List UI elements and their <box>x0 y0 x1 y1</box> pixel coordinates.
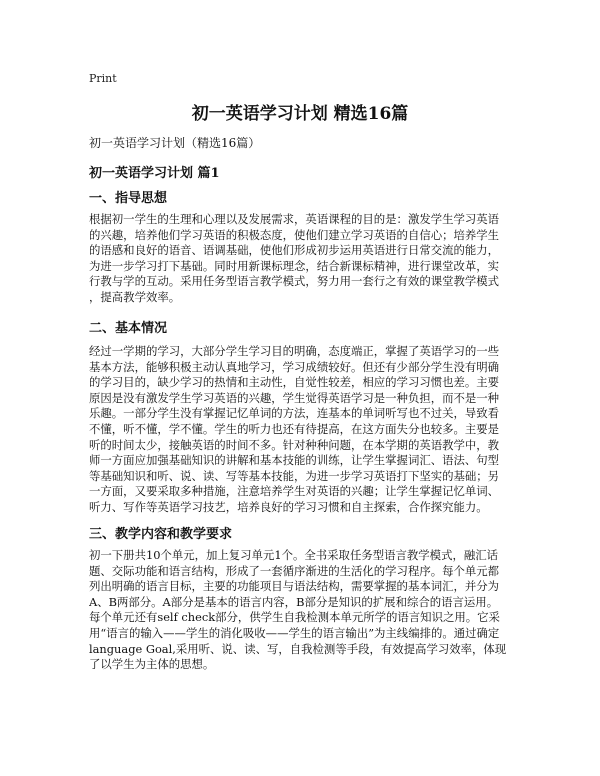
section-body-guiding-ideology <box>89 212 515 306</box>
text-line: 行教与学的互动。采用任务型语言教学模式，努力用一套行之有效的课堂教学模式 <box>89 274 500 289</box>
text-line: 了以学生为主体的思想。 <box>89 657 215 672</box>
text-line: 每个单元还有self check部分，供学生自我检测本单元所学的语言知识之用。它采 <box>89 610 500 625</box>
page-title: 初一英语学习计划 精选16篇 <box>191 104 409 124</box>
text-line: 列出明确的语言目标，主要的功能项目与语法结构，需要掌握的基本词汇，并分为 <box>89 579 500 594</box>
print-link[interactable]: Print <box>89 72 117 85</box>
section-body-basic-situation <box>89 344 515 516</box>
text-line: 的语感和良好的语音、语调基础，使他们形成初步运用英语进行日常交流的能力， <box>89 243 500 258</box>
section-heading-guiding-ideology: 一、指导思想 <box>89 191 168 206</box>
section-body-teaching-content <box>89 548 515 673</box>
section-heading-teaching-content: 三、教学内容和教学要求 <box>89 527 233 542</box>
text-line: 等基础知识和听、说、读、写等基本技能，为进一步学习英语打下坚实的基础；另 <box>89 468 500 483</box>
text-line: 的学习目的，缺少学习的热情和主动性，自觉性较差，相应的学习习惯也差。主要 <box>89 375 500 390</box>
text-line: 为进一步学习打下基础。同时用新课标理念，结合新课标精神，进行课堂改革，实 <box>89 258 500 273</box>
text-line: 根据初一学生的生理和心理以及发展需求，英语课程的目的是：激发学生学习英语 <box>89 212 500 226</box>
text-line: 题、交际功能和语言结构，形成了一套循序渐进的生活化的学习程序。每个单元都 <box>89 563 500 578</box>
document-subtitle: 初一英语学习计划（精选16篇） <box>89 136 261 150</box>
text-line: 一方面，又要采取多种措施，注意培养学生对英语的兴趣；让学生掌握记忆单词、 <box>89 484 500 499</box>
text-line: 原因是没有激发学生学习英语的兴趣，学生觉得英语学习是一种负担，而不是一种 <box>89 390 500 405</box>
text-line: 基本方法，能够积极主动认真地学习，学习成绩较好。但还有少部分学生没有明确 <box>89 359 500 374</box>
text-line: A、B两部分。A部分是基本的语言内容，B部分是知识的扩展和综合的语言运用。 <box>89 594 499 609</box>
text-line: 不懂，听不懂，学不懂。学生的听力也还有待提高，在这方面失分也较多。主要是 <box>89 421 500 436</box>
section-heading-basic-situation: 二、基本情况 <box>89 321 168 336</box>
text-line: 听的时间太少，接触英语的时间不多。针对种种问题，在本学期的英语教学中，教 <box>89 437 500 452</box>
text-line: language Goal,采用听、说、读、写，自我检测等手段，有效提高学习效率，体现 <box>89 641 507 656</box>
text-line: 初一下册共10个单元，加上复习单元1个。全书采取任务型语言教学模式，融汇话 <box>89 548 499 562</box>
text-line: 乐趣。一部分学生没有掌握记忆单词的方法，连基本的单词听写也不过关，导致看 <box>89 406 500 421</box>
text-line: ，提高教学效率。 <box>89 289 181 304</box>
article-heading: 初一英语学习计划 篇1 <box>89 166 220 181</box>
text-line: 听力、写作等英语学习技艺，培养良好的学习习惯和自主探索，合作探究能力。 <box>89 499 488 514</box>
text-line: 经过一学期的学习，大部分学生学习目的明确，态度端正，掌握了英语学习的一些 <box>89 344 500 358</box>
text-line: 的兴趣，培养他们学习英语的积极态度，使他们建立学习英语的自信心；培养学生 <box>89 227 500 242</box>
text-line: 师一方面应加强基础知识的讲解和基本技能的训练，让学生掌握词汇、语法、句型 <box>89 453 500 468</box>
text-line: 用“语言的输入——学生的消化吸收——学生的语言输出”为主线编排的。通过确定 <box>89 625 500 640</box>
